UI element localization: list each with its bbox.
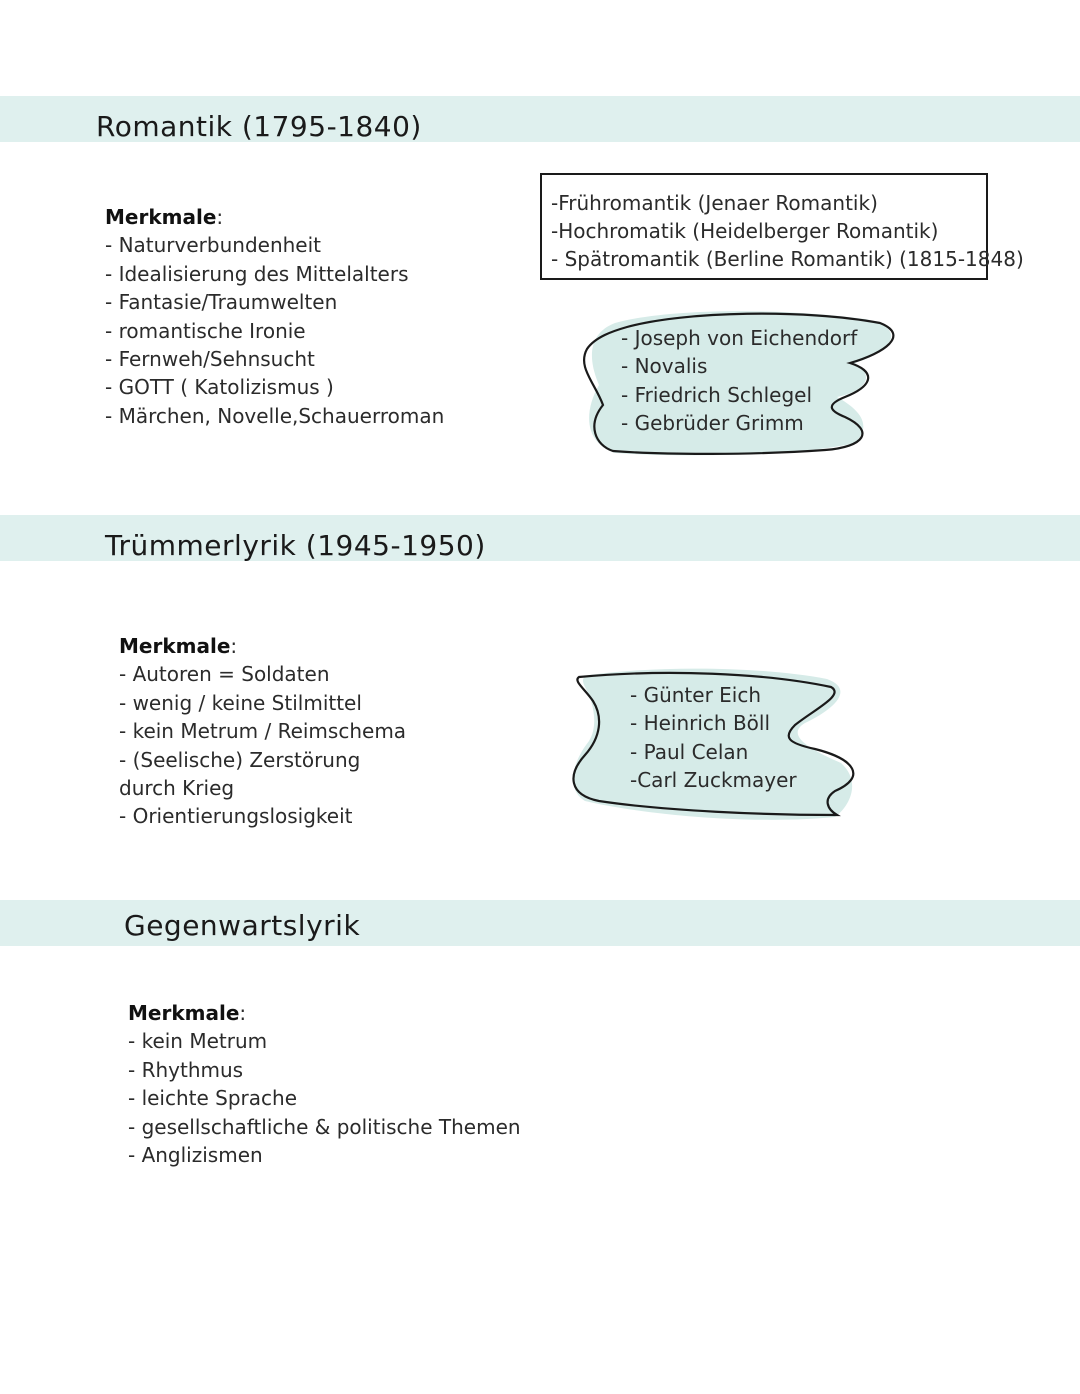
list-item: - kein Metrum / Reimschema bbox=[119, 719, 407, 744]
author-item: - Gebrüder Grimm bbox=[621, 411, 804, 436]
list-item: - wenig / keine Stilmittel bbox=[119, 690, 362, 715]
list-item: - Fernweh/Sehnsucht bbox=[105, 347, 315, 372]
epoch-item: -Hochromatik (Heidelberger Romantik) bbox=[551, 219, 939, 243]
merkmale-heading: Merkmale: bbox=[119, 634, 238, 658]
author-item: - Joseph von Eichendorf bbox=[621, 326, 858, 350]
merkmale-list-gegenwartslyrik bbox=[128, 999, 521, 1169]
list-item: - Naturverbundenheit bbox=[105, 233, 321, 258]
author-item: - Novalis bbox=[621, 354, 708, 379]
author-item: - Heinrich Böll bbox=[630, 711, 771, 736]
authors-list-truemmerlyrik bbox=[630, 681, 797, 795]
merkmale-heading: Merkmale: bbox=[105, 205, 224, 229]
epochs-box-romantik bbox=[540, 173, 1024, 280]
list-item: - Rhythmus bbox=[128, 1057, 244, 1082]
list-item: - Orientierungslosigkeit bbox=[119, 804, 353, 829]
list-item: - Autoren = Soldaten bbox=[119, 662, 330, 687]
list-item: - Idealisierung des Mittelalters bbox=[105, 261, 409, 286]
merkmale-list-romantik bbox=[105, 203, 444, 430]
author-item: - Günter Eich bbox=[630, 683, 762, 707]
epoch-item: - Spätromantik (Berline Romantik) (1815-1848) bbox=[551, 247, 1024, 271]
list-item: - romantische Ironie bbox=[105, 318, 306, 343]
list-item: - GOTT ( Katolizismus ) bbox=[105, 375, 334, 400]
list-item: - Märchen, Novelle,Schauerroman bbox=[105, 403, 445, 428]
list-item: - gesellschaftliche & politische Themen bbox=[128, 1114, 521, 1139]
epoch-item: -Frühromantik (Jenaer Romantik) bbox=[551, 191, 878, 215]
author-item: - Friedrich Schlegel bbox=[621, 382, 812, 407]
author-item: -Carl Zuckmayer bbox=[630, 768, 797, 793]
section-title-romantik: Romantik (1795-1840) bbox=[96, 110, 422, 143]
section-title-truemmerlyrik: Trümmerlyrik (1945-1950) bbox=[105, 529, 486, 562]
merkmale-heading: Merkmale: bbox=[128, 1001, 247, 1025]
list-item: - leichte Sprache bbox=[128, 1086, 298, 1111]
author-item: - Paul Celan bbox=[630, 739, 749, 764]
list-item: - kein Metrum bbox=[128, 1029, 268, 1054]
section-title-gegenwartslyrik: Gegenwartslyrik bbox=[124, 909, 361, 942]
list-item: - Fantasie/Traumwelten bbox=[105, 290, 338, 315]
list-item: durch Krieg bbox=[119, 776, 235, 801]
authors-list-romantik bbox=[621, 324, 857, 438]
list-item: - Anglizismen bbox=[128, 1143, 263, 1168]
merkmale-list-truemmerlyrik bbox=[119, 632, 406, 831]
list-item: - (Seelische) Zerstörung bbox=[119, 747, 361, 772]
